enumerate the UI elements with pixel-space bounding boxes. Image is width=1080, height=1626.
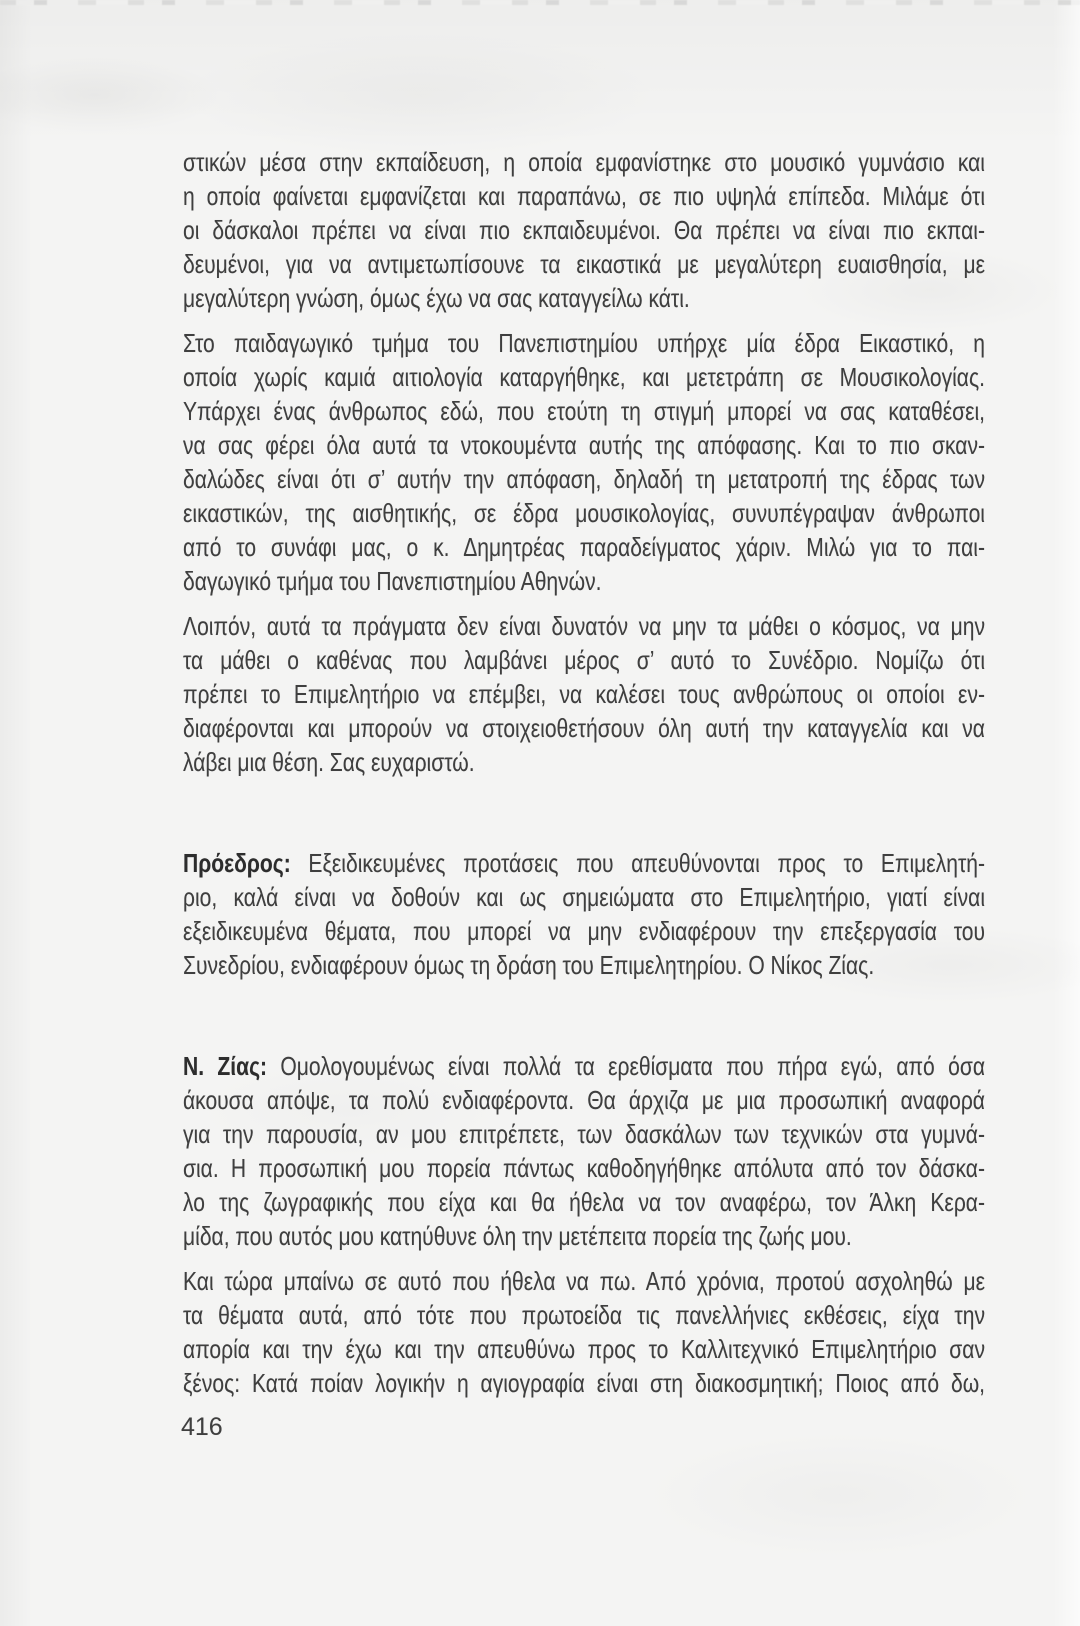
text-line: ριο, καλά είναι να δοθούν και ως σημειώματα στο Επιμελητήριο, γιατί είναι	[183, 882, 985, 912]
text-line: λάβει μια θέση. Σας ευχαριστώ.	[183, 747, 475, 777]
text-line: Πρόεδρος: Εξειδικευμένες προτάσεις που απευθύνονται προς το Επιμελητή-	[183, 848, 985, 878]
speaker-paragraph	[183, 846, 985, 982]
text-line: εικαστικών, της αισθητικής, σε έδρα μουσικολογίας, συνυπέγραψαν άνθρωποι	[183, 498, 985, 528]
text-line: δαλώδες είναι ότι σ’ αυτήν την απόφαση, δηλαδή τη μετατροπή της έδρας των	[183, 464, 985, 494]
text-line: οι δάσκαλοι πρέπει να είναι πιο εκπαιδευμένοι. Θα πρέπει να είναι πιο εκπαι-	[183, 215, 985, 245]
text-line: πρέπει το Επιμελητήριο να επέμβει, να καλέσει τους ανθρώπους οι οποίοι εν-	[183, 679, 985, 709]
text-line: Στο παιδαγωγικό τμήμα του Πανεπιστημίου υπήρχε μία έδρα Εικαστικό, η	[183, 328, 985, 358]
text-line: σια. Η προσωπική μου πορεία πάντως καθοδηγήθηκε απόλυτα από τον δάσκα-	[183, 1153, 985, 1183]
paragraph	[183, 609, 985, 779]
text-line: μίδα, που αυτός μου κατηύθυνε όλη την μετέπειτα πορεία της ζωής μου.	[183, 1221, 852, 1251]
text-line: Υπάρχει ένας άνθρωπος εδώ, που ετούτη τη στιγμή μπορεί να σας καταθέσει,	[183, 396, 985, 426]
paragraph	[183, 145, 985, 315]
text-line: δαγωγικό τμήμα του Πανεπιστημίου Αθηνών.	[183, 566, 602, 596]
text-line: για την παρουσία, αν μου επιτρέπετε, των δασκάλων των τεχνικών στα γυμνά-	[183, 1119, 985, 1149]
text-line: Συνεδρίου, ενδιαφέρουν όμως τη δράση του Επιμελητηρίου. Ο Νίκος Ζίας.	[183, 950, 875, 980]
text-line: από το συνάφι μας, ο κ. Δημητρέας παραδείγματος χάριν. Μιλώ για το παι-	[183, 532, 985, 562]
speaker-label: Πρόεδρος:	[183, 848, 291, 878]
text-line: τα θέματα αυτά, από τότε που πρωτοείδα τις πανελλήνιες εκθέσεις, είχα την	[183, 1300, 985, 1330]
paragraph	[183, 326, 985, 598]
text-line: απορία και την έχω και την απευθύνω προς το Καλλιτεχνικό Επιμελητήριο σαν	[183, 1334, 985, 1364]
text-line: διαφέρονται και μπορούν να στοιχειοθετήσουν όλη αυτή την καταγγελία και να	[183, 713, 985, 743]
page-number: 416	[181, 1413, 223, 1441]
text-line: άκουσα απόψε, τα πολύ ενδιαφέροντα. Θα άρχιζα με μια προσωπική αναφορά	[183, 1085, 985, 1115]
text-line: τα μάθει ο καθένας που λαμβάνει μέρος σ’ αυτό το Συνέδριο. Νομίζω ότι	[183, 645, 985, 675]
text-line: η οποία φαίνεται εμφανίζεται και παραπάνω, σε πιο υψηλά επίπεδα. Μιλάμε ότι	[183, 181, 985, 211]
text-line: λο της ζωγραφικής που είχα και θα ήθελα να τον αναφέρω, τον Άλκη Κερα-	[183, 1187, 985, 1217]
paragraph	[183, 1264, 985, 1400]
text-line: Ν. Ζίας: Ομολογουμένως είναι πολλά τα ερεθίσματα που πήρα εγώ, από όσα	[183, 1051, 985, 1081]
text-line: εξειδικευμένα θέματα, που μπορεί να μην ενδιαφέρουν την επεξεργασία του	[183, 916, 985, 946]
text-line: Και τώρα μπαίνω σε αυτό που ήθελα να πω. Από χρόνια, προτού ασχοληθώ με	[183, 1266, 985, 1296]
text-line: ξένος: Κατά ποίαν λογικήν η αγιογραφία είναι στη διακοσμητική; Ποιος από δω,	[183, 1368, 985, 1398]
speaker-label: Ν. Ζίας:	[183, 1051, 268, 1081]
scan-edge-artifact	[0, 0, 1080, 5]
text-line: στικών μέσα στην εκπαίδευση, η οποία εμφανίστηκε στο μουσικό γυμνάσιο και	[183, 147, 985, 177]
text-line: μεγαλύτερη γνώση, όμως έχω να σας καταγγείλω κάτι.	[183, 283, 690, 313]
text-line: δευμένοι, για να αντιμετωπίσουνε τα εικαστικά με μεγαλύτερη ευαισθησία, με	[183, 249, 985, 279]
text-line: να σας φέρει όλα αυτά τα ντοκουμέντα αυτής της απόφασης. Και το πιο σκαν-	[183, 430, 985, 460]
text-line: οποία χωρίς καμιά αιτιολογία καταργήθηκε, και μετετράπη σε Μουσικολογίας.	[183, 362, 985, 392]
text-block	[183, 145, 985, 1400]
speaker-paragraph	[183, 1049, 985, 1253]
text-line: Λοιπόν, αυτά τα πράγματα δεν είναι δυνατόν να μην τα μάθει ο κόσμος, να μην	[183, 611, 985, 641]
